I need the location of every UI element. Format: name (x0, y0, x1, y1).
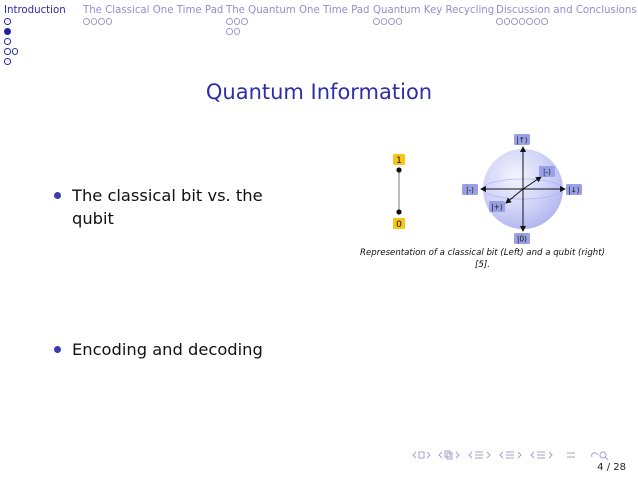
beamer-navigation-controls (412, 449, 622, 461)
nav-section-discussion-and-conclusions[interactable] (496, 5, 637, 26)
qubit-left-label: |-⟩ (465, 185, 475, 195)
subsection-dot[interactable] (12, 48, 19, 55)
bullet-item-bit-vs-qubit (54, 184, 284, 230)
subsection-dots (4, 57, 66, 66)
subsection-dot[interactable] (396, 18, 403, 25)
subsection-dot[interactable] (381, 18, 388, 25)
subsection-dots (4, 47, 66, 56)
classical-bit-diagram (393, 154, 405, 230)
subsection-dot[interactable] (373, 18, 380, 25)
subsection-dot[interactable] (4, 48, 11, 55)
page-number: 4 / 28 (597, 462, 626, 473)
frame-title: Quantum Information (205, 80, 433, 104)
nav-search-icon[interactable] (592, 452, 608, 460)
subsection-dot[interactable] (496, 18, 503, 25)
figure-caption: Representation of a classical bit (Left) and a qubit (right) [5]. (360, 248, 605, 270)
section-navigation (0, 0, 638, 70)
subsection-dot[interactable] (504, 18, 511, 25)
classical-bit-one-label: 1 (396, 155, 402, 166)
qubit-bloch-sphere (462, 134, 582, 244)
bullet-icon (54, 192, 61, 199)
subsection-dot[interactable] (4, 18, 11, 25)
qubit-right-label: |↓⟩ (568, 185, 580, 195)
subsection-dots (226, 17, 370, 26)
nav-section-classical-one-time-pad[interactable] (83, 5, 223, 26)
subsection-dot[interactable] (226, 18, 233, 25)
subsection-dot[interactable] (4, 38, 11, 45)
qubit-upper-right-label: |-⟩ (542, 167, 552, 177)
subsection-dots (496, 17, 637, 26)
subsection-dot[interactable] (234, 28, 241, 35)
subsection-dots (226, 27, 370, 36)
subsection-dots (4, 37, 66, 46)
nav-section-label: The Classical One Time Pad (83, 5, 224, 16)
nav-section-label: The Quantum One Time Pad (226, 5, 370, 16)
subsection-dots (83, 17, 223, 26)
nav-frame-back-icon[interactable] (413, 452, 430, 458)
subsection-dot[interactable] (534, 18, 541, 25)
nav-subsection-icon[interactable] (469, 452, 490, 458)
subsection-dots (4, 17, 66, 26)
bullet-text: Encoding and decoding (72, 340, 263, 359)
qubit-top-label: |↑⟩ (516, 135, 528, 145)
subsection-dots (373, 17, 494, 26)
subsection-dot[interactable] (98, 18, 105, 25)
nav-section-introduction[interactable] (4, 5, 66, 66)
subsection-dot[interactable] (388, 18, 395, 25)
qubit-lower-left-label: |+⟩ (491, 202, 503, 212)
subsection-dot[interactable] (226, 28, 233, 35)
subsection-dot[interactable] (541, 18, 548, 25)
bullet-icon (54, 346, 61, 353)
nav-section-icon[interactable] (500, 452, 521, 458)
nav-section-label: Introduction (4, 5, 66, 16)
classical-bit-point-one (396, 167, 401, 172)
nav-section-label: Quantum Key Recycling (373, 5, 495, 16)
subsection-dot[interactable] (526, 18, 533, 25)
nav-section-quantum-key-recycling[interactable] (373, 5, 494, 26)
qubit-bottom-label: |0⟩ (516, 234, 528, 244)
bullet-text: The classical bit vs. the qubit (72, 186, 263, 228)
subsection-dots (4, 27, 66, 36)
classical-bit-point-zero (396, 209, 401, 214)
subsection-dot[interactable] (83, 18, 90, 25)
nav-section-label: Discussion and Conclusions (496, 5, 637, 16)
classical-bit-zero-label: 0 (396, 219, 402, 230)
nav-document-icon[interactable] (531, 452, 552, 458)
subsection-dot[interactable] (106, 18, 113, 25)
nav-align-icon[interactable] (567, 453, 575, 457)
subsection-dot[interactable] (519, 18, 526, 25)
subsection-dot[interactable] (91, 18, 98, 25)
subsection-dot[interactable] (4, 58, 11, 65)
nav-section-quantum-one-time-pad[interactable] (226, 5, 370, 36)
subsection-dot[interactable] (234, 18, 241, 25)
bullet-item-encoding-decoding (54, 338, 284, 361)
subsection-dot[interactable] (241, 18, 248, 25)
subsection-dot[interactable] (511, 18, 518, 25)
current-subsection-dot[interactable] (4, 28, 11, 35)
nav-frames-icon[interactable] (439, 451, 459, 459)
